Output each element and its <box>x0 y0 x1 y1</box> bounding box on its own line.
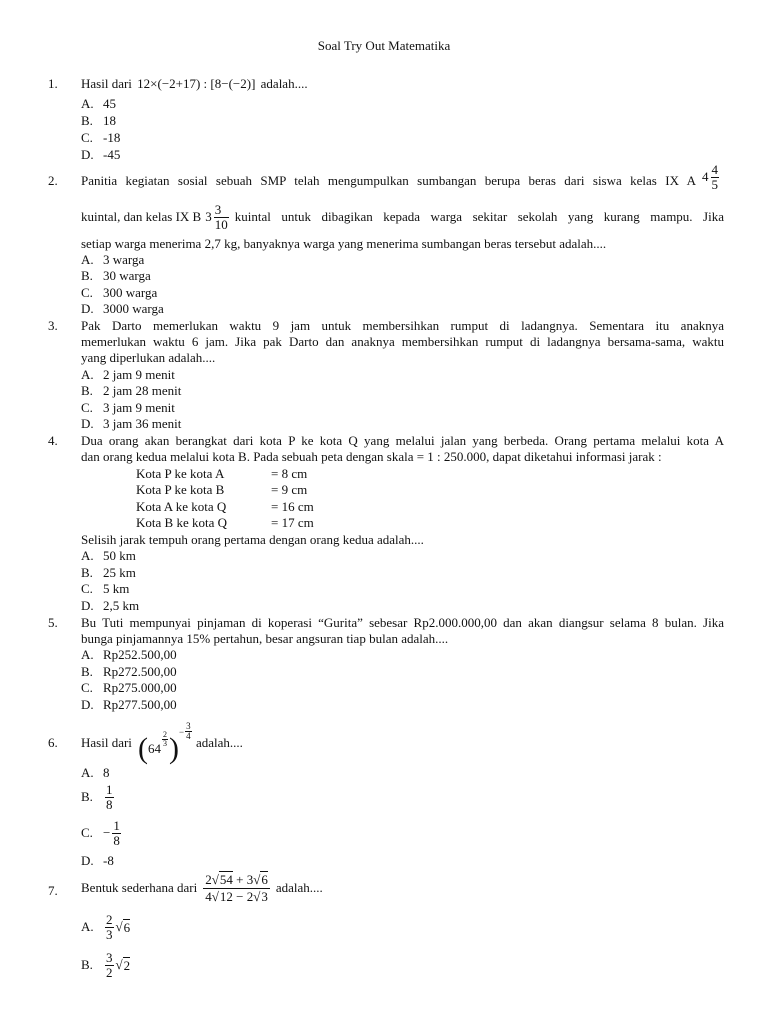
distance-value: = 8 cm <box>271 466 308 481</box>
question-line: setiap warga menerima 2,7 kg, banyaknya warga yang menerima sumbangan beras tersebut adalah.... <box>81 236 607 251</box>
option-c[interactable] <box>81 130 120 146</box>
option-letter: B. <box>81 565 93 580</box>
sign: − <box>103 825 111 841</box>
question-number: 3. <box>48 318 58 333</box>
math-expression: 12×(−2+17) : [8−(−2)] <box>137 76 256 91</box>
option-letter: C. <box>81 825 93 841</box>
option-letter: B. <box>81 268 93 283</box>
fraction <box>711 163 720 191</box>
option-text: 8 <box>103 765 110 780</box>
numerator: 1 <box>106 782 113 797</box>
option-b[interactable] <box>81 783 116 811</box>
option-letter: B. <box>81 789 93 805</box>
numerator: 1 <box>113 818 120 833</box>
distance-row <box>136 515 314 531</box>
question-prefix: Bentuk sederhana dari <box>81 880 198 896</box>
radicand: 6 <box>261 872 268 887</box>
radical-fraction <box>203 873 270 903</box>
option-letter: A. <box>81 919 94 935</box>
option-text: 45 <box>103 96 116 111</box>
option-letter: A. <box>81 548 94 563</box>
option-text: 2 jam 9 menit <box>103 367 175 382</box>
question-number: 2. <box>48 173 58 188</box>
distance-row <box>136 499 314 515</box>
numerator: 4 <box>711 162 718 177</box>
route: Kota A ke kota Q <box>136 499 227 514</box>
question-text <box>81 873 323 903</box>
radicand: 2 <box>123 957 131 973</box>
option-text: 2,5 km <box>103 598 140 613</box>
option-letter: D. <box>81 301 94 316</box>
fraction <box>112 819 121 847</box>
denominator: 3 <box>106 926 113 942</box>
option-letter: D. <box>81 697 94 712</box>
option-text: 50 km <box>103 548 136 563</box>
question-line: dan orang kedua melalui kota B. Pada sebuah peta dengan skala = 1 : 250.000, dapat diketahui informasi jarak : <box>81 449 662 464</box>
option-text: Rp252.500,00 <box>103 647 177 662</box>
option-text: 25 km <box>103 565 136 580</box>
option-text: 18 <box>103 113 116 128</box>
option-text: 2 jam 28 menit <box>103 383 182 398</box>
question-number: 6. <box>48 735 58 750</box>
exponent-sign: − <box>179 726 185 737</box>
option-d[interactable] <box>81 598 139 614</box>
radicand: 3 <box>261 888 268 904</box>
numerator: 2√54 + 3√6 <box>205 872 268 887</box>
denominator: 4 <box>186 731 191 742</box>
question-line: bunga pinjamannya 15% pertahun, besar angsuran tiap bulan adalah.... <box>81 631 449 646</box>
option-a[interactable]: A. $\frac{2}{3}$ √ 6 <box>81 912 131 942</box>
option-b[interactable] <box>81 113 116 129</box>
option-text: -18 <box>103 130 121 145</box>
power-expression: (64 $\frac{2}{3}$ )− $\frac{3}{4}$ <box>138 721 191 766</box>
question-line: yang diperlukan adalah.... <box>81 350 216 365</box>
question-number: 1. <box>48 76 58 91</box>
mixed-fraction <box>702 163 721 191</box>
option-letter: B. <box>81 957 93 973</box>
option-letter: C. <box>81 581 93 596</box>
question-line <box>81 203 724 231</box>
page-title: Soal Try Out Matematika <box>317 38 451 53</box>
denominator: 8 <box>106 796 113 812</box>
distance-value: = 16 cm <box>271 499 314 514</box>
option-a[interactable] <box>81 96 116 112</box>
numerator: 3 <box>214 202 222 217</box>
fraction <box>214 203 229 231</box>
radicand: 54 <box>219 872 233 887</box>
distance-value: = 9 cm <box>271 482 308 497</box>
option-text: Rp275.000,00 <box>103 680 177 695</box>
radicand: 12 <box>219 888 233 904</box>
option-letter: C. <box>81 285 93 300</box>
route: Kota B ke kota Q <box>136 515 227 530</box>
fraction <box>105 913 114 941</box>
mixed-fraction <box>205 203 231 231</box>
question-number: 7. <box>48 883 58 898</box>
question-text <box>81 76 308 92</box>
option-text: 300 warga <box>103 285 158 300</box>
option-letter: C. <box>81 680 93 695</box>
option-d[interactable] <box>81 147 120 163</box>
option-c[interactable] <box>81 285 157 301</box>
option-b[interactable] <box>81 383 181 399</box>
option-b[interactable]: B. $\frac{3}{2}$ √ 2 <box>81 950 131 980</box>
question-suffix: adalah.... <box>260 76 308 91</box>
option-letter: A. <box>81 765 94 780</box>
outer-exponent <box>179 722 193 742</box>
option-c[interactable] <box>81 400 175 416</box>
whole: 3 <box>205 209 212 225</box>
option-b[interactable] <box>81 664 177 680</box>
question-number: 5. <box>48 615 58 630</box>
option-letter: A. <box>81 252 94 267</box>
distance-row <box>136 482 307 498</box>
option-a[interactable] <box>81 765 110 781</box>
operator: − <box>236 888 244 904</box>
option-letter: A. <box>81 647 94 662</box>
option-letter: B. <box>81 113 93 128</box>
denominator: 5 <box>711 176 718 192</box>
fraction <box>105 783 114 811</box>
denominator: 4√12 − 2√3 <box>205 888 268 904</box>
numerator: 3 <box>106 950 113 965</box>
option-letter: B. <box>81 664 93 679</box>
option-d[interactable] <box>81 853 114 869</box>
option-a[interactable] <box>81 647 177 663</box>
denominator: 8 <box>113 832 120 848</box>
option-letter: D. <box>81 598 94 613</box>
fraction <box>105 951 114 979</box>
option-text: -45 <box>103 147 121 162</box>
option-text: 3000 warga <box>103 301 164 316</box>
question-line: memerlukan waktu 6 jam. Jika pak Darto dan anaknya membersihkan rumput di ladangnya bersama-sama, waktu <box>81 334 724 349</box>
question-suffix: adalah.... <box>275 880 323 896</box>
question-line: Selisih jarak tempuh orang pertama dengan orang kedua adalah.... <box>81 532 424 547</box>
numerator: 2 <box>163 729 167 739</box>
route: Kota P ke kota A <box>136 466 225 481</box>
option-letter: A. <box>81 367 94 382</box>
option-text: -8 <box>103 853 114 868</box>
question-line: Panitia kegiatan sosial sebuah SMP telah mengumpulkan sumbangan berupa beras dari siswa kelas IX A <box>81 173 696 188</box>
option-text: 5 km <box>103 581 130 596</box>
option-letter: D. <box>81 416 94 431</box>
whole: 4 <box>702 169 709 185</box>
option-text: Rp272.500,00 <box>103 664 177 679</box>
inner-exponent <box>162 731 168 749</box>
denominator: 2 <box>106 964 113 980</box>
operator: + <box>236 872 244 887</box>
option-d[interactable] <box>81 301 164 317</box>
option-text: 3 warga <box>103 252 145 267</box>
question-prefix: Hasil dari <box>81 735 132 750</box>
option-letter: C. <box>81 400 93 415</box>
coef: 2 <box>205 872 212 887</box>
option-text: 30 warga <box>103 268 151 283</box>
option-a[interactable] <box>81 548 136 564</box>
distance-row <box>136 466 307 482</box>
coef: 2 <box>246 888 254 904</box>
question-line: Dua orang akan berangkat dari kota P ke kota Q yang melalui jalan yang berbeda. Orang pertama melalui kota A <box>81 433 724 448</box>
option-text: 3 jam 36 menit <box>103 416 182 431</box>
question-line: Bu Tuti mempunyai pinjaman di koperasi “Gurita” sebesar Rp2.000.000,00 dan akan diangsur selama 8 bulan. Jika <box>81 615 724 630</box>
option-letter: D. <box>81 853 94 868</box>
line-part: kuintal untuk dibagikan kepada warga sekitar sekolah yang kurang mampu. Jika <box>234 209 724 225</box>
option-c[interactable] <box>81 680 177 696</box>
numerator: 3 <box>186 721 191 731</box>
question-prefix: Hasil dari <box>81 76 132 91</box>
exponent-fraction <box>185 722 192 742</box>
option-b[interactable] <box>81 268 151 284</box>
option-text: 3 jam 9 menit <box>103 400 175 415</box>
route: Kota P ke kota B <box>136 482 225 497</box>
option-letter: B. <box>81 383 93 398</box>
option-a[interactable] <box>81 252 144 268</box>
option-b[interactable] <box>81 565 136 581</box>
option-letter: A. <box>81 96 94 111</box>
line-part: kuintal, dan kelas IX B <box>81 209 202 225</box>
option-text: Rp277.500,00 <box>103 697 177 712</box>
radicand: 6 <box>123 919 131 935</box>
option-c[interactable] <box>81 581 129 597</box>
base: 64 <box>148 741 161 757</box>
option-letter: C. <box>81 130 93 145</box>
option-d[interactable] <box>81 697 177 713</box>
coef: 4 <box>205 888 212 904</box>
option-c[interactable] <box>81 819 123 847</box>
distance-value: = 17 cm <box>271 515 314 530</box>
question-suffix: adalah.... <box>196 735 243 750</box>
option-letter: D. <box>81 147 94 162</box>
option-a[interactable] <box>81 367 175 383</box>
question-number: 4. <box>48 433 58 448</box>
numerator: 2 <box>106 912 113 927</box>
option-d[interactable] <box>81 416 181 432</box>
denominator: 3 <box>163 739 167 748</box>
denominator: 10 <box>214 216 228 232</box>
coef: 3 <box>246 872 254 887</box>
question-line: Pak Darto memerlukan waktu 9 jam untuk membersihkan rumput di ladangnya. Sementara itu anaknya <box>81 318 724 333</box>
